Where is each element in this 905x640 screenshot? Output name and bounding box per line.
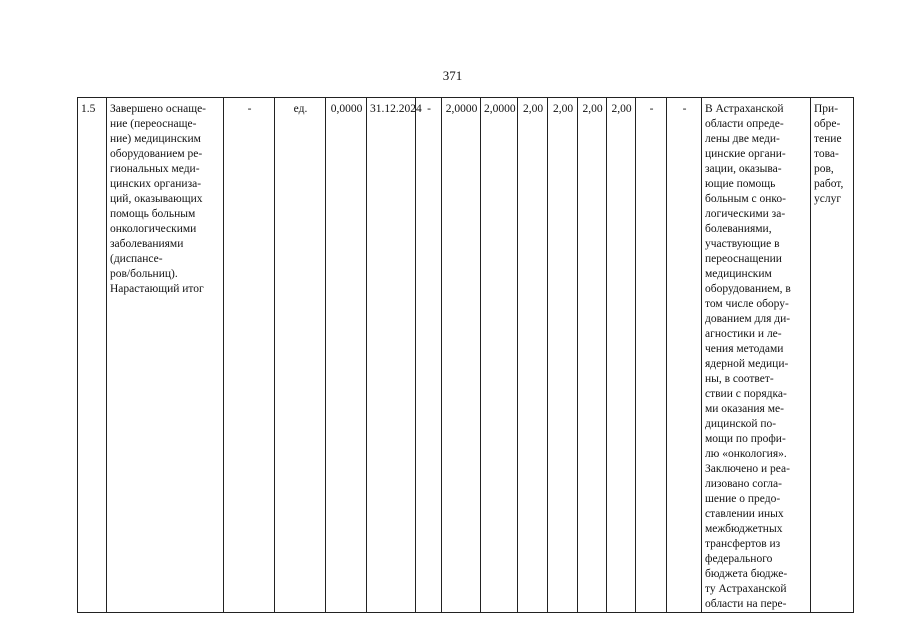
date-cell: 31.12.2024 (367, 98, 416, 613)
page-number: 371 (442, 68, 463, 83)
cell-dash: - (224, 98, 275, 613)
cell-dash: - (667, 98, 702, 613)
category-cell: При- обре- тение това- ров, работ, услуг (811, 98, 854, 613)
result-description: Завершено оснаще- ние (переоснаще- ние) медицинским оборудованием ре- гиональных меди- цинских организа- ций, оказывающих помощь больным онкологическими заболеваниями (диспансе- ров/больниц). Нарастающий итог (107, 98, 224, 613)
cell-dash: - (416, 98, 442, 613)
value-cell: 2,00 (607, 98, 636, 613)
value-cell: 2,0000 (481, 98, 518, 613)
table-row (78, 98, 854, 613)
report-table (77, 97, 854, 613)
row-number: 1.5 (78, 98, 107, 613)
value-cell: 2,0000 (442, 98, 481, 613)
unit-cell: ед. (275, 98, 326, 613)
value-cell: 2,00 (548, 98, 578, 613)
cell-dash: - (636, 98, 667, 613)
value-cell: 2,00 (518, 98, 548, 613)
status-description: В Астраханской области опреде- лены две меди- цинские органи- зации, оказыва- ющие помощь больным с онко- логическими за- болеваниями, участвующие в переоснащении медицинским оборудованием, в том числе обору- дованием для ди- агностики и ле- чения методами ядерной медици- ны, в соответ- ствии с порядка- ми оказания ме- дицинской по- мощи по профи- лю «онкология». Заключено и реа- лизовано согла- шение о предо- ставлении иных межбюджетных трансфертов из федерального бюджета бюдже- ту Астраханской области на пере- (702, 98, 811, 613)
base-value-cell: 0,0000 (326, 98, 367, 613)
value-cell: 2,00 (578, 98, 607, 613)
